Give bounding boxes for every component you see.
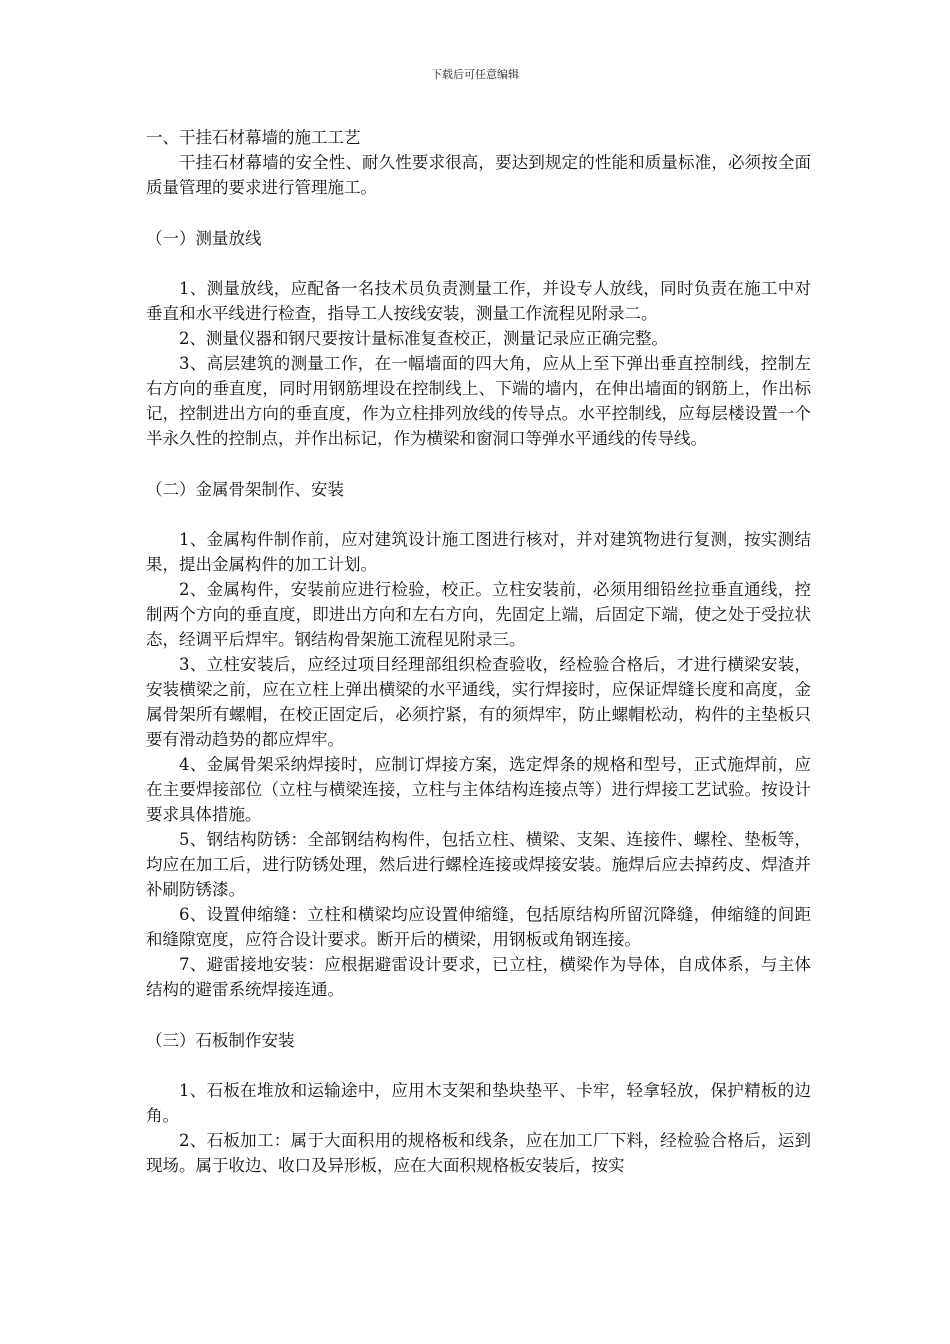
paragraph: 3、高层建筑的测量工作，在一幅墙面的四大角，应从上至下弹出垂直控制线，控制左右方向的垂直度，同时用钢筋埋设在控制线上、下端的墙内，在伸出墙面的钢筋上，作出标记，控制进出方向的垂直度，作为立柱排列放线的传导点。水平控制线，应每层楼设置一个半永久性的控制点，并作出标记，作为横梁和窗洞口等弹水平通线的传导线。 <box>146 354 811 448</box>
section-heading-metal-frame: （二）金属骨架制作、安装 <box>146 480 344 499</box>
paragraph: 7、避雷接地安装：应根据避雷设计要求，已立柱，横梁作为导体，自成体系，与主体结构的避雷系统焊接连通。 <box>146 955 811 999</box>
intro-paragraph: 干挂石材幕墙的安全性、耐久性要求很高，要达到规定的性能和质量标准，必须按全面质量管理的要求进行管理施工。 <box>146 153 811 197</box>
paragraph: 2、石板加工：属于大面积用的规格板和线条，应在加工厂下料，经检验合格后，运到现场。属于收边、收口及异形板，应在大面积规格板安装后，按实 <box>146 1131 811 1175</box>
paragraph: 5、钢结构防锈：全部钢结构构件，包括立柱、横梁、支架、连接件、螺栓、垫板等，均应在加工后，进行防锈处理，然后进行螺栓连接或焊接安装。施焊后应去掉药皮、焊渣并补刷防锈漆。 <box>146 830 811 899</box>
paragraph: 3、立柱安装后，应经过项目经理部组织检查验收，经检验合格后，才进行横梁安装，安装横梁之前，应在立柱上弹出横梁的水平通线，实行焊接时，应保证焊缝长度和高度，金属骨架所有螺帽，在校正固定后，必须拧紧，有的须焊牢，防止螺帽松动，构件的主垫板只要有滑动趋势的都应焊牢。 <box>146 655 811 749</box>
paragraph: 4、金属骨架采纳焊接时，应制订焊接方案，选定焊条的规格和型号，正式施焊前，应在主要焊接部位（立柱与横梁连接，立柱与主体结构连接点等）进行焊接工艺试验。按设计要求具体措施。 <box>146 755 811 824</box>
paragraph: 2、金属构件，安装前应进行检验，校正。立柱安装前，必须用细铅丝拉垂直通线，控制两个方向的垂直度，即进出方向和左右方向，先固定上端，后固定下端，使之处于受拉状态，经调平后焊牢。钢结构骨架施工流程见附录三。 <box>146 580 811 649</box>
paragraph: 2、测量仪器和钢尺要按计量标准复查校正，测量记录应正确完整。 <box>179 329 668 348</box>
paragraph: 1、石板在堆放和运输途中，应用木支架和垫块垫平、卡牢，轻拿轻放，保护精板的边角。 <box>146 1081 811 1125</box>
section-heading-stone-panel: （三）石板制作安装 <box>146 1031 295 1050</box>
paragraph: 6、设置伸缩缝：立柱和横梁均应设置伸缩缝，包括原结构所留沉降缝，伸缩缝的间距和缝隙宽度，应符合设计要求。断开后的横梁，用钢板或角钢连接。 <box>146 905 811 949</box>
section-heading-survey: （一）测量放线 <box>146 229 262 248</box>
main-heading: 一、干挂石材幕墙的施工工艺 <box>146 128 361 147</box>
document-body <box>146 125 811 1178</box>
paragraph: 1、测量放线，应配备一名技术员负责测量工作，并设专人放线，同时负责在施工中对垂直和水平线进行检查，指导工人按线安装，测量工作流程见附录二。 <box>146 279 811 323</box>
paragraph: 1、金属构件制作前，应对建筑设计施工图进行核对，并对建筑物进行复测，按实测结果，提出金属构件的加工计划。 <box>146 530 811 574</box>
page-header: 下载后可任意编辑 <box>431 68 519 81</box>
